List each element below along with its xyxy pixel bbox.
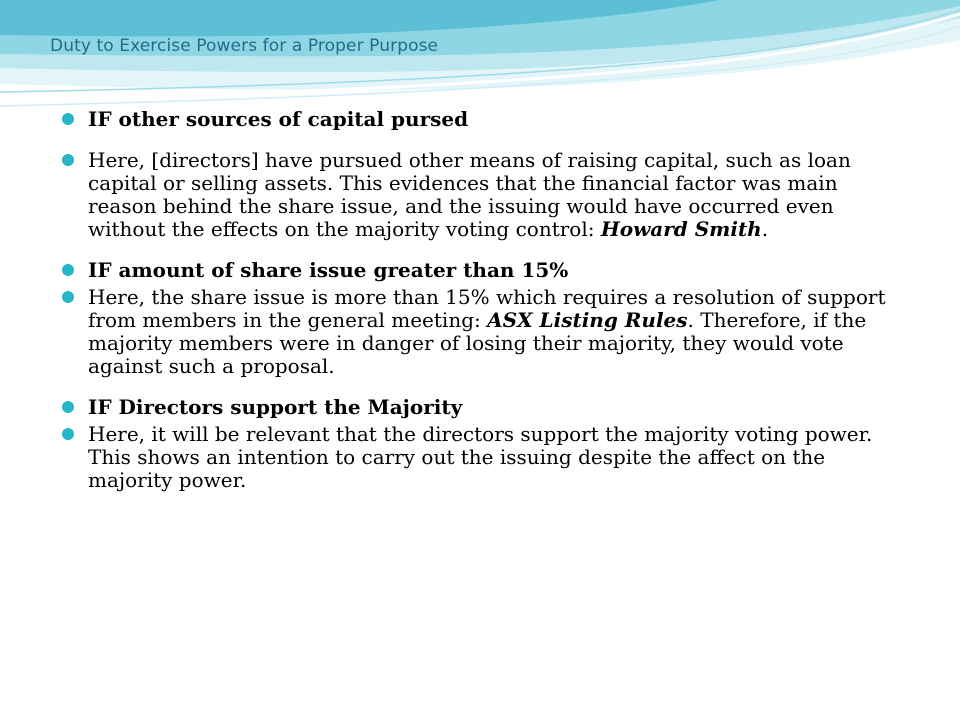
bullet-dot-icon xyxy=(62,401,74,413)
bullet-heading: IF amount of share issue greater than 15% xyxy=(88,258,569,282)
rule-citation: ASX Listing Rules xyxy=(487,308,688,332)
header-wave-decoration xyxy=(0,0,960,120)
bullet-dot-icon xyxy=(62,113,74,125)
slide-title: Duty to Exercise Powers for a Proper Purpose xyxy=(50,36,439,56)
list-item xyxy=(62,396,892,419)
list-item xyxy=(62,423,892,492)
bullet-dot-icon xyxy=(62,291,74,303)
bullet-heading: IF Directors support the Majority xyxy=(88,395,463,419)
bullet-text-end: . xyxy=(761,217,769,241)
bullet-dot-icon xyxy=(62,428,74,440)
bullet-heading: IF other sources of capital pursed xyxy=(88,107,469,131)
bullet-dot-icon xyxy=(62,154,74,166)
case-citation: Howard Smith xyxy=(600,217,762,241)
bullet-list xyxy=(62,108,892,492)
bullet-text: Here, the share issue is more than 15% which requires a resolution of support from members in the general meeting: xyxy=(88,285,886,332)
list-item xyxy=(62,149,892,241)
list-item xyxy=(62,108,892,131)
bullet-text-end: . Therefore, if the majority members were in danger of losing their majority, they would vote against such a proposal. xyxy=(88,308,867,378)
list-item xyxy=(62,286,892,378)
bullet-dot-icon xyxy=(62,264,74,276)
bullet-text: Here, it will be relevant that the directors support the majority voting power. This shows an intention to carry out the issuing despite the affect on the majority power. xyxy=(88,422,873,492)
bullet-text: Here, [directors] have pursued other means of raising capital, such as loan capital or selling assets. This evidences that the financial factor was main reason behind the share issue, and the issuing would have occurred even without the effects on the majority voting control: xyxy=(88,148,851,241)
list-item xyxy=(62,259,892,282)
